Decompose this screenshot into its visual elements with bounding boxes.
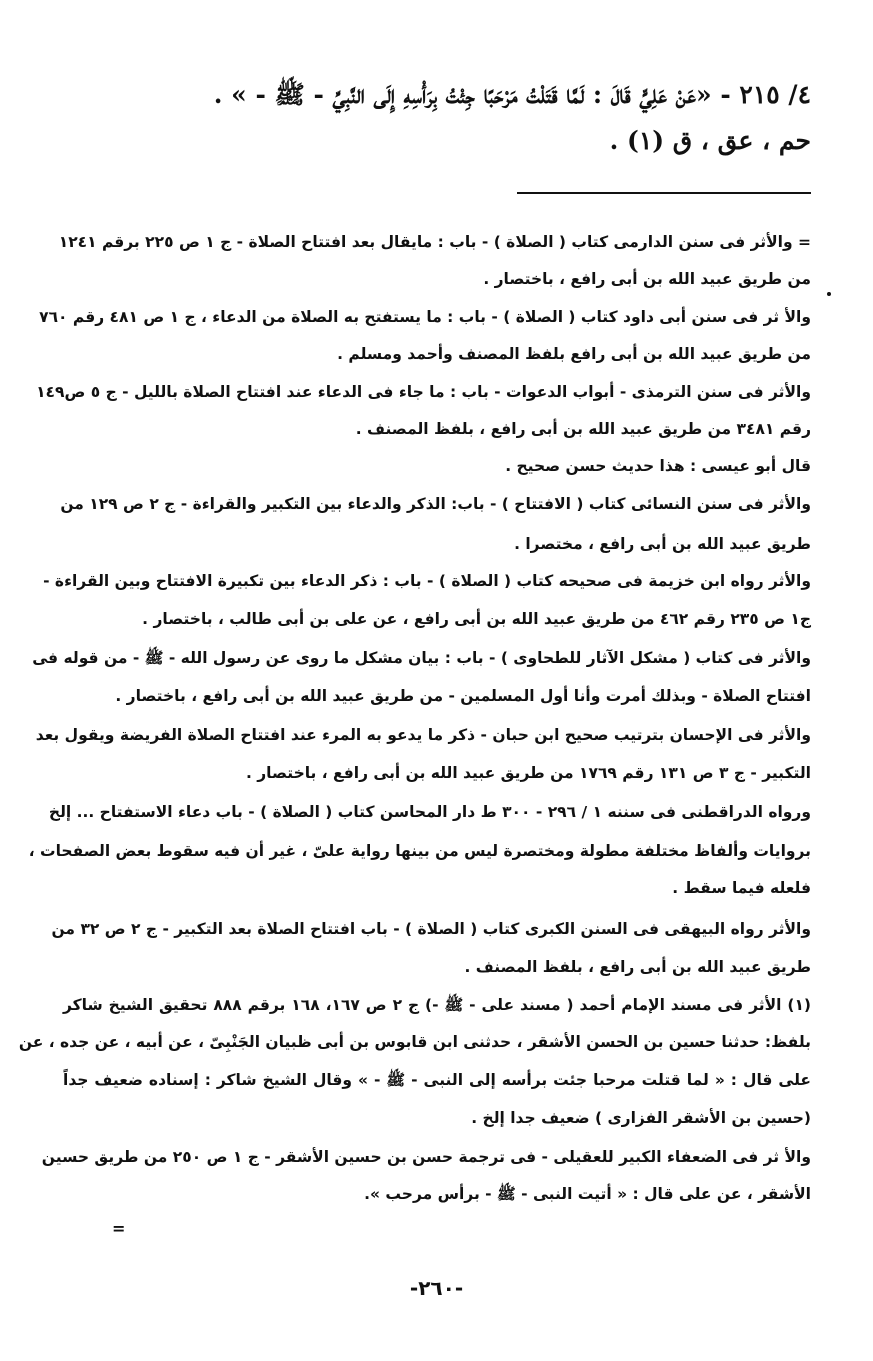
footnote-line: (١) الأثر فى مسند الإمام أحمد ( مسند على - ﷺ -) ج ٢ ص ١٦٧، ١٦٨ برقم ٨٨٨ تحقيق الشيخ شاكر [63,996,811,1014]
footnote-line: افتتاح الصلاة - وبذلك أمرت وأنا أول المسلمين - من طريق عبيد الله بن أبى رافع ، باختصار . [115,687,811,705]
footnote-line: الأشقر ، عن على قال : « أتيت النبى - ﷺ - برأس مرحب ». [364,1185,811,1203]
footnote-line: ج١ ص ٢٣٥ رقم ٤٦٢ من طريق عبيد الله بن أبى رافع ، عن على بن أبى طالب ، باختصار . [142,610,811,628]
footnote-line: التكبير - ج ٣ ص ١٣١ رقم ١٧٦٩ من طريق عبيد الله بن أبى رافع ، باختصار . [245,764,811,782]
footnote-line: على قال : « لما قتلت مرحبا جئت برأسه إلى النبى - ﷺ - » وقال الشيخ شاكر : إسناده ضعيف جداً [63,1071,811,1089]
footnote-line: والأ ثر فى الضعفاء الكبير للعقيلى - فى ترجمة حسن بن حسين الأشقر - ج ١ ص ٢٥٠ من طريق حسين [41,1148,811,1166]
footnote-line: والأثر فى الإحسان بترتيب صحيح ابن حبان - ذكر ما يدعو به المرء عند افتتاح الصلاة الفريضة ويقول بعد [35,726,811,744]
footnote-line: والأثر فى سنن النسائى كتاب ( الافتتاح ) - باب: الذكر والدعاء بين التكبير والقراءة - ج ٢ ص ١٢٩ من [60,495,811,513]
footnote-line: بلفظ: حدثنا حسين بن الحسن الأشقر ، حدثنى ابن قابوس بن أبى ظبيان الجَنْبِىّ ، عن أبيه ، عن جده ، عن [18,1033,811,1051]
footnote-line: من طريق عبيد الله بن أبى رافع ، باختصار . [483,270,811,288]
footnote-line: والأثر رواه البيهقى فى السنن الكبرى كتاب ( الصلاة ) - باب افتتاح الصلاة بعد التكبير - ج ٢ ص ٣٢ من [51,920,811,938]
page-number: -٢٦٠- [409,1276,464,1300]
footnote-line: قال أبو عيسى : هذا حديث حسن صحيح . [505,457,811,475]
footnote-line: والأ ثر فى سنن أبى داود كتاب ( الصلاة ) - باب : ما يستفتح به الصلاة من الدعاء ، ج ١ ص ٤٨١ رقم ٧٦٠ [39,308,811,326]
footnote-line: والأثر فى سنن الترمذى - أبواب الدعوات - باب : ما جاء فى الدعاء عند افتتاح الصلاة بالليل - ج ٥ ص١٤٩ [36,383,811,401]
footnote-line: فلعله فيما سقط . [672,879,811,897]
footnote-separator [517,192,811,194]
footnote-line: والأثر رواه ابن خزيمة فى صحيحه كتاب ( الصلاة ) - باب : ذكر الدعاء بين تكبيرة الافتتاح وبين القراءة - [43,572,811,590]
margin-dot [827,292,831,296]
footnote-line: طريق عبيد الله بن أبى رافع ، مختصرا . [514,535,811,553]
footnote-line: بروايات وألفاظ مختلفة مطولة ومختصرة ليس من بينها رواية علىّ ، غير أن فيه سقوط بعض الصفحات ، [28,842,811,860]
footnote-line: (حسين بن الأشقر الفزارى ) ضعيف جدا إلخ . [471,1109,811,1127]
hadith-text-line-1: ٤/ ٢١٥ - «عَنْ عَلِيٍّ قَالَ : لَمَّا قَتَلْتُ مَرْحَبًا جِئْتُ بِرَأْسِهِ إِلَى النَّبِيِّ - ﷺ - » . [213,80,811,109]
footnote-line: رقم ٣٤٨١ من طريق عبيد الله بن أبى رافع ، بلفظ المصنف . [355,420,811,438]
footnote-line: طريق عبيد الله بن أبى رافع ، بلفظ المصنف . [464,958,811,976]
hadith-sources-line: حم ، عق ، ق (١) . [609,126,811,155]
footnote-line: ورواه الدراقطنى فى سننه ١ / ٢٩٦ - ٣٠٠ ط دار المحاسن كتاب ( الصلاة ) - باب دعاء الاستفتاح ... إلخ [48,803,811,821]
footnote-line: = والأثر فى سنن الدارمى كتاب ( الصلاة ) - باب : مايقال بعد افتتاح الصلاة - ج ١ ص ٢٢٥ برقم ١٢٤١ [58,233,811,251]
continuation-mark: = [112,1219,126,1238]
footnote-line: من طريق عبيد الله بن أبى رافع بلفظ المصنف وأحمد ومسلم . [337,345,811,363]
footnote-line: والأثر فى كتاب ( مشكل الآثار للطحاوى ) - باب : بيان مشكل ما روى عن رسول الله - ﷺ - من قوله فى [32,649,811,667]
